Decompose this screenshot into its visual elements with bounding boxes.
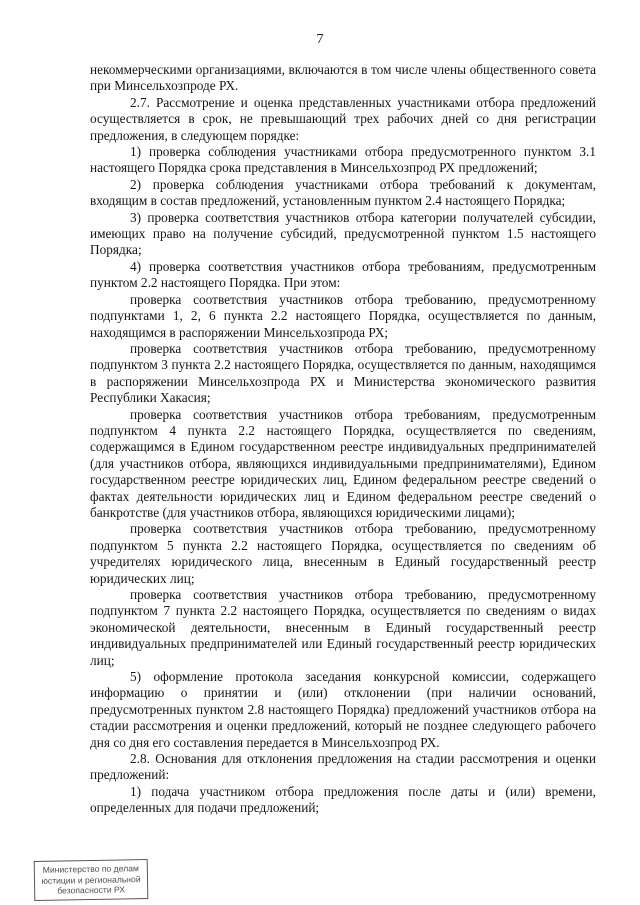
stamp-line: безопасности РХ xyxy=(57,884,126,896)
paragraph: проверка соответствия участников отбора требованию, предусмотренному подпунктом 3 пункта 2.2 настоящего Порядка, осуществляется по данным, находящимся в распоряжении Минсельхозпрода РХ и Министерства экономического развития Республики Хакасия; xyxy=(90,340,596,406)
paragraph: 1) подача участником отбора предложения после даты и (или) времени, определенных для подачи предложений; xyxy=(90,783,596,816)
paragraph: 2) проверка соблюдения участниками отбора требований к документам, входящим в состав предложений, установленным пунктом 2.4 настоящего Порядка; xyxy=(90,176,596,209)
paragraph: проверка соответствия участников отбора требованиям, предусмотренным подпунктом 4 пункта 2.2 настоящего Порядка, осуществляется по сведениям, содержащимся в Едином государственном реестре индивидуальных предпринимателей (для участников отбора, являющихся индивидуальными предпринимателями), Едином государственном реестре юридических лиц, Едином федеральном реестре сведений о фактах деятельности юридических лиц и Едином федеральном реестре сведений о банкротстве (для участников отбора, являющихся юридическими лицами); xyxy=(90,406,596,520)
paragraph: 1) проверка соблюдения участниками отбора предусмотренного пунктом 3.1 настоящего Порядка срока представления в Минсельхозпрод РХ предложений; xyxy=(90,144,596,176)
stamp-line: юстиции и региональной xyxy=(41,873,141,886)
stamp-line: Министерство по делам xyxy=(42,863,139,875)
paragraph: 3) проверка соответствия участников отбора категории получателей субсидии, имеющих право на получение субсидий, предусмотренной пунктом 1.5 настоящего Порядка; xyxy=(90,209,596,258)
document-body xyxy=(90,62,596,817)
paragraph: 5) оформление протокола заседания конкурсной комиссии, содержащего информацию о принятии и (или) отклонении (при наличии оснований, предусмотренных пунктом 2.8 настоящего Порядка) предложений участников отбора на стадии рассмотрения и оценки предложений, который не позднее следующего рабочего дня со дня его составления передается в Минсельхозпрод РХ. xyxy=(90,669,596,750)
registration-stamp xyxy=(34,859,149,901)
paragraph: некоммерческими организациями, включаются в том числе члены общественного совета при Минсельхозпроде РХ. xyxy=(90,62,596,94)
paragraph: 2.8. Основания для отклонения предложения на стадии рассмотрения и оценки предложений: xyxy=(90,751,596,783)
paragraph: 2.7. Рассмотрение и оценка представленных участниками отбора предложений осуществляется в срок, не превышающий трех рабочих дней со дня регистрации предложения, в следующем порядке: xyxy=(90,94,596,143)
page-number: 7 xyxy=(316,32,324,47)
paragraph: проверка соответствия участников отбора требованию, предусмотренному подпунктом 5 пункта 2.2 настоящего Порядка, осуществляется по сведениям об учредителях юридического лица, внесенным в Единый государственный реестр юридических лиц; xyxy=(90,521,596,586)
paragraph: проверка соответствия участников отбора требованию, предусмотренному подпунктом 7 пункта 2.2 настоящего Порядка, осуществляется по сведениям о видах экономической деятельности, внесенным в Единый государственный реестр индивидуальных предпринимателей или Единый государственный реестр юридических лиц; xyxy=(90,587,596,668)
paragraph: проверка соответствия участников отбора требованию, предусмотренному подпунктами 1, 2, 6 пункта 2.2 настоящего Порядка, осуществляется по данным, находящимся в распоряжении Минсельхозпрода РХ; xyxy=(90,291,596,340)
paragraph: 4) проверка соответствия участников отбора требованиям, предусмотренным пунктом 2.2 настоящего Порядка. При этом: xyxy=(90,258,596,291)
